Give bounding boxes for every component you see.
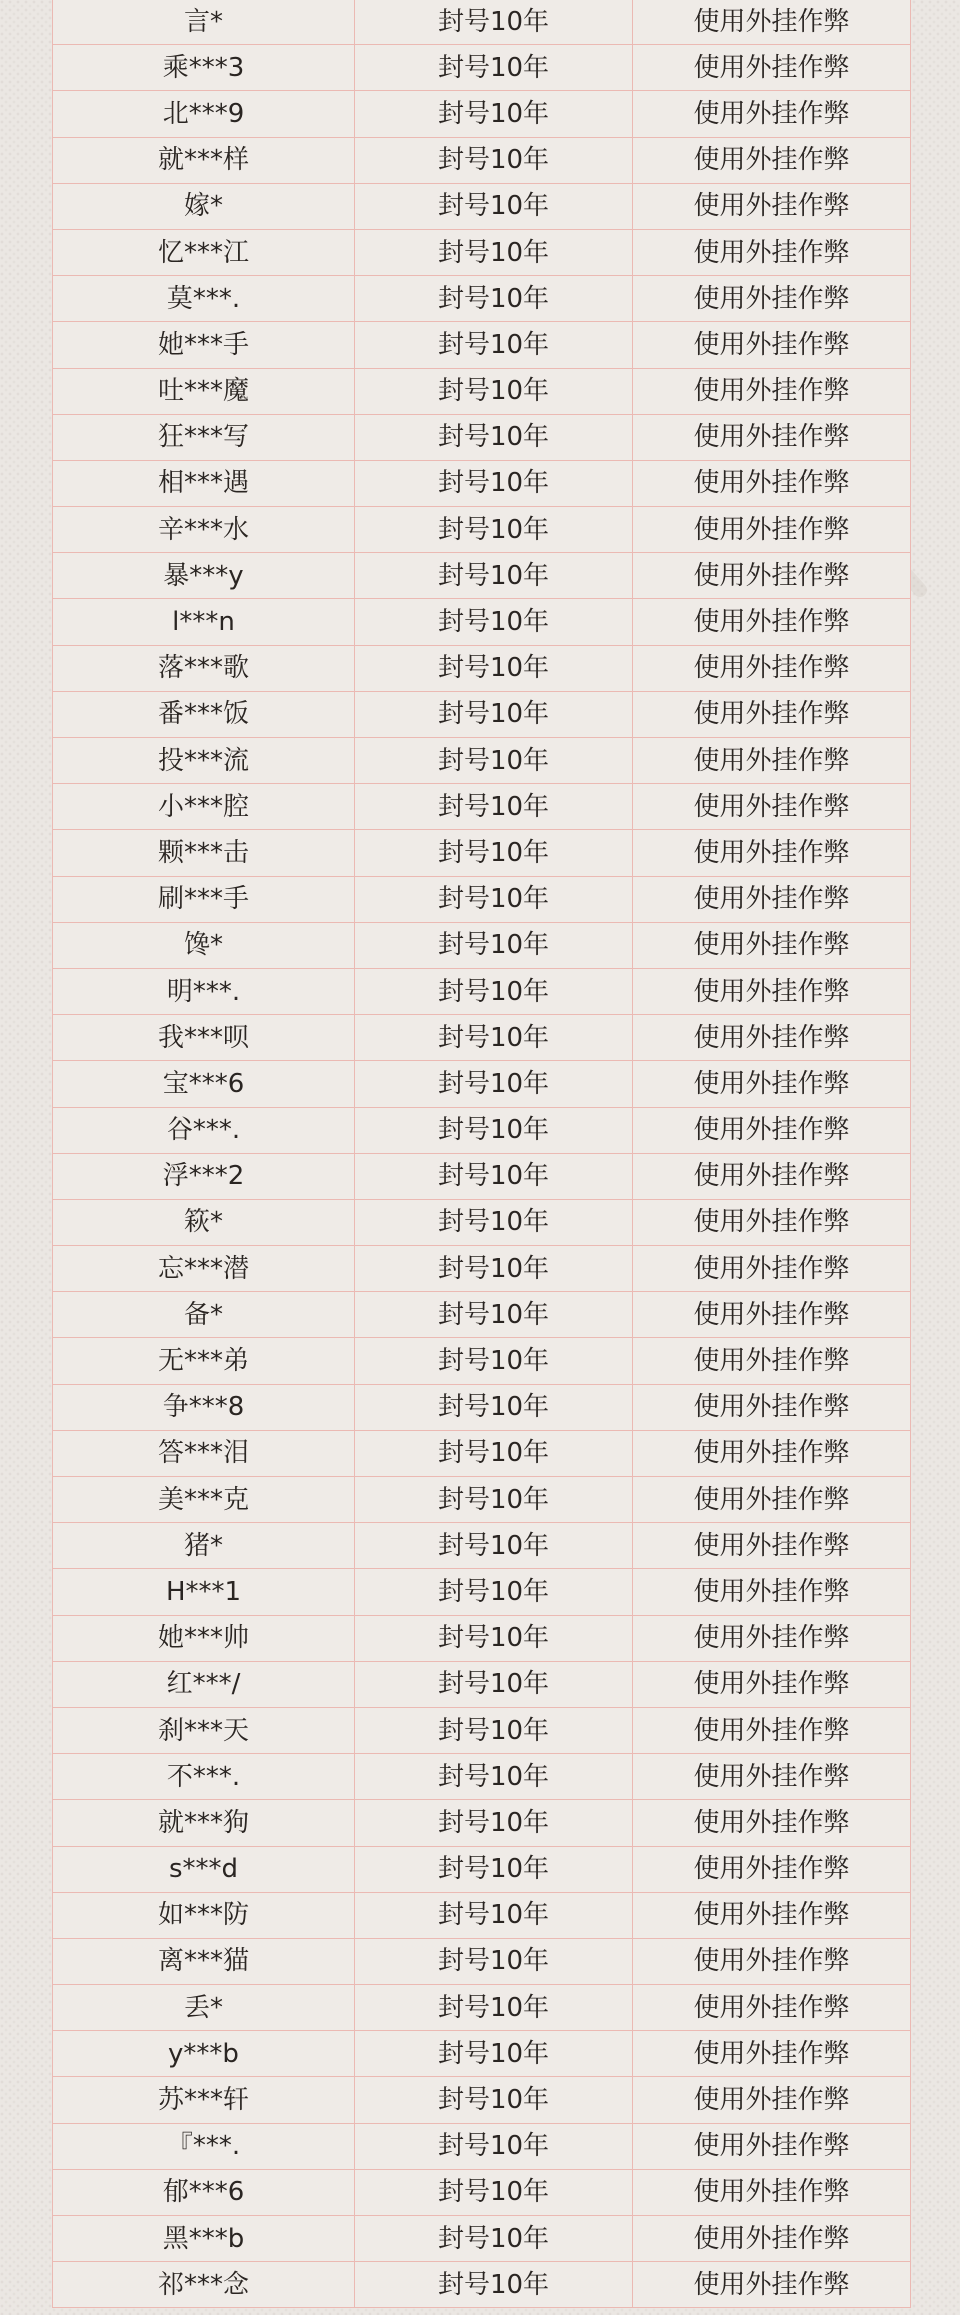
reason-cell: 使用外挂作弊 — [633, 1707, 911, 1753]
ban-list-table — [52, 0, 911, 2308]
table-row — [53, 1800, 911, 1846]
punishment-cell: 封号10年 — [355, 91, 633, 137]
player-name-cell: 争***8 — [53, 1384, 355, 1430]
player-name-cell: 我***呗 — [53, 1015, 355, 1061]
reason-cell: 使用外挂作弊 — [633, 414, 911, 460]
punishment-cell: 封号10年 — [355, 0, 633, 45]
punishment-cell: 封号10年 — [355, 414, 633, 460]
player-name-cell: 忘***潜 — [53, 1246, 355, 1292]
reason-cell: 使用外挂作弊 — [633, 276, 911, 322]
reason-cell: 使用外挂作弊 — [633, 1985, 911, 2031]
reason-cell: 使用外挂作弊 — [633, 1523, 911, 1569]
reason-cell: 使用外挂作弊 — [633, 507, 911, 553]
table-row — [53, 1754, 911, 1800]
table-row — [53, 738, 911, 784]
table-row — [53, 507, 911, 553]
punishment-cell: 封号10年 — [355, 1199, 633, 1245]
player-name-cell: 无***弟 — [53, 1338, 355, 1384]
table-row — [53, 1846, 911, 1892]
punishment-cell: 封号10年 — [355, 1015, 633, 1061]
reason-cell: 使用外挂作弊 — [633, 0, 911, 45]
reason-cell: 使用外挂作弊 — [633, 1199, 911, 1245]
table-row — [53, 1569, 911, 1615]
punishment-cell: 封号10年 — [355, 1061, 633, 1107]
table-row — [53, 1938, 911, 1984]
reason-cell: 使用外挂作弊 — [633, 1615, 911, 1661]
player-name-cell: s***d — [53, 1846, 355, 1892]
ban-list-body — [53, 0, 911, 2308]
punishment-cell: 封号10年 — [355, 45, 633, 91]
reason-cell: 使用外挂作弊 — [633, 2123, 911, 2169]
table-row — [53, 1015, 911, 1061]
player-name-cell: 北***9 — [53, 91, 355, 137]
punishment-cell: 封号10年 — [355, 183, 633, 229]
table-row — [53, 1292, 911, 1338]
table-row — [53, 1477, 911, 1523]
punishment-cell: 封号10年 — [355, 276, 633, 322]
reason-cell: 使用外挂作弊 — [633, 876, 911, 922]
punishment-cell: 封号10年 — [355, 876, 633, 922]
player-name-cell: 浮***2 — [53, 1153, 355, 1199]
punishment-cell: 封号10年 — [355, 1477, 633, 1523]
table-row — [53, 2031, 911, 2077]
reason-cell: 使用外挂作弊 — [633, 1384, 911, 1430]
player-name-cell: 明***. — [53, 968, 355, 1014]
player-name-cell: 她***手 — [53, 322, 355, 368]
player-name-cell: 小***腔 — [53, 784, 355, 830]
punishment-cell: 封号10年 — [355, 1985, 633, 2031]
reason-cell: 使用外挂作弊 — [633, 1569, 911, 1615]
table-row — [53, 229, 911, 275]
punishment-cell: 封号10年 — [355, 784, 633, 830]
reason-cell: 使用外挂作弊 — [633, 1153, 911, 1199]
punishment-cell: 封号10年 — [355, 599, 633, 645]
player-name-cell: 投***流 — [53, 738, 355, 784]
punishment-cell: 封号10年 — [355, 1800, 633, 1846]
punishment-cell: 封号10年 — [355, 1754, 633, 1800]
player-name-cell: 答***泪 — [53, 1430, 355, 1476]
punishment-cell: 封号10年 — [355, 460, 633, 506]
player-name-cell: 忆***江 — [53, 229, 355, 275]
player-name-cell: 不***. — [53, 1754, 355, 1800]
table-row — [53, 1430, 911, 1476]
punishment-cell: 封号10年 — [355, 691, 633, 737]
player-name-cell: 美***克 — [53, 1477, 355, 1523]
table-row — [53, 784, 911, 830]
table-row — [53, 1615, 911, 1661]
player-name-cell: 就***狗 — [53, 1800, 355, 1846]
player-name-cell: 丢* — [53, 1985, 355, 2031]
reason-cell: 使用外挂作弊 — [633, 553, 911, 599]
player-name-cell: H***1 — [53, 1569, 355, 1615]
reason-cell: 使用外挂作弊 — [633, 183, 911, 229]
player-name-cell: 黑***b — [53, 2216, 355, 2262]
reason-cell: 使用外挂作弊 — [633, 1800, 911, 1846]
player-name-cell: y***b — [53, 2031, 355, 2077]
punishment-cell: 封号10年 — [355, 1523, 633, 1569]
table-row — [53, 1153, 911, 1199]
table-row — [53, 1061, 911, 1107]
reason-cell: 使用外挂作弊 — [633, 45, 911, 91]
table-row — [53, 2216, 911, 2262]
punishment-cell: 封号10年 — [355, 1938, 633, 1984]
table-row — [53, 553, 911, 599]
punishment-cell: 封号10年 — [355, 830, 633, 876]
punishment-cell: 封号10年 — [355, 322, 633, 368]
table-row — [53, 1661, 911, 1707]
table-row — [53, 137, 911, 183]
player-name-cell: 备* — [53, 1292, 355, 1338]
punishment-cell: 封号10年 — [355, 1292, 633, 1338]
reason-cell: 使用外挂作弊 — [633, 368, 911, 414]
player-name-cell: 篍* — [53, 1199, 355, 1245]
reason-cell: 使用外挂作弊 — [633, 1246, 911, 1292]
punishment-cell: 封号10年 — [355, 507, 633, 553]
table-row — [53, 645, 911, 691]
punishment-cell: 封号10年 — [355, 553, 633, 599]
reason-cell: 使用外挂作弊 — [633, 738, 911, 784]
reason-cell: 使用外挂作弊 — [633, 2169, 911, 2215]
reason-cell: 使用外挂作弊 — [633, 922, 911, 968]
table-row — [53, 1246, 911, 1292]
table-row — [53, 2077, 911, 2123]
player-name-cell: 落***歌 — [53, 645, 355, 691]
reason-cell: 使用外挂作弊 — [633, 1107, 911, 1153]
reason-cell: 使用外挂作弊 — [633, 645, 911, 691]
reason-cell: 使用外挂作弊 — [633, 1661, 911, 1707]
table-row — [53, 0, 911, 45]
table-row — [53, 1107, 911, 1153]
player-name-cell: 就***样 — [53, 137, 355, 183]
punishment-cell: 封号10年 — [355, 1384, 633, 1430]
punishment-cell: 封号10年 — [355, 968, 633, 1014]
punishment-cell: 封号10年 — [355, 2169, 633, 2215]
reason-cell: 使用外挂作弊 — [633, 91, 911, 137]
punishment-cell: 封号10年 — [355, 1107, 633, 1153]
punishment-cell: 封号10年 — [355, 1846, 633, 1892]
reason-cell: 使用外挂作弊 — [633, 1015, 911, 1061]
reason-cell: 使用外挂作弊 — [633, 1892, 911, 1938]
table-row — [53, 91, 911, 137]
reason-cell: 使用外挂作弊 — [633, 691, 911, 737]
punishment-cell: 封号10年 — [355, 1338, 633, 1384]
punishment-cell: 封号10年 — [355, 2262, 633, 2308]
punishment-cell: 封号10年 — [355, 922, 633, 968]
reason-cell: 使用外挂作弊 — [633, 229, 911, 275]
table-row — [53, 183, 911, 229]
reason-cell: 使用外挂作弊 — [633, 830, 911, 876]
player-name-cell: 宝***6 — [53, 1061, 355, 1107]
reason-cell: 使用外挂作弊 — [633, 137, 911, 183]
reason-cell: 使用外挂作弊 — [633, 2077, 911, 2123]
reason-cell: 使用外挂作弊 — [633, 2216, 911, 2262]
punishment-cell: 封号10年 — [355, 1615, 633, 1661]
punishment-cell: 封号10年 — [355, 1707, 633, 1753]
table-row — [53, 1199, 911, 1245]
table-row — [53, 922, 911, 968]
player-name-cell: 番***饭 — [53, 691, 355, 737]
punishment-cell: 封号10年 — [355, 1153, 633, 1199]
punishment-cell: 封号10年 — [355, 1246, 633, 1292]
punishment-cell: 封号10年 — [355, 368, 633, 414]
player-name-cell: 祁***念 — [53, 2262, 355, 2308]
player-name-cell: 乘***3 — [53, 45, 355, 91]
player-name-cell: 馋* — [53, 922, 355, 968]
table-row — [53, 1523, 911, 1569]
table-row — [53, 2262, 911, 2308]
player-name-cell: 嫁* — [53, 183, 355, 229]
reason-cell: 使用外挂作弊 — [633, 1477, 911, 1523]
table-row — [53, 1892, 911, 1938]
player-name-cell: 离***猫 — [53, 1938, 355, 1984]
punishment-cell: 封号10年 — [355, 1569, 633, 1615]
punishment-cell: 封号10年 — [355, 2216, 633, 2262]
reason-cell: 使用外挂作弊 — [633, 1938, 911, 1984]
punishment-cell: 封号10年 — [355, 229, 633, 275]
reason-cell: 使用外挂作弊 — [633, 1846, 911, 1892]
table-row — [53, 2123, 911, 2169]
player-name-cell: 辛***水 — [53, 507, 355, 553]
player-name-cell: 如***防 — [53, 1892, 355, 1938]
punishment-cell: 封号10年 — [355, 1430, 633, 1476]
player-name-cell: 莫***. — [53, 276, 355, 322]
reason-cell: 使用外挂作弊 — [633, 1754, 911, 1800]
player-name-cell: 『***. — [53, 2123, 355, 2169]
player-name-cell: 言* — [53, 0, 355, 45]
table-row — [53, 830, 911, 876]
player-name-cell: 刷***手 — [53, 876, 355, 922]
table-row — [53, 45, 911, 91]
punishment-cell: 封号10年 — [355, 645, 633, 691]
punishment-cell: 封号10年 — [355, 137, 633, 183]
player-name-cell: 吐***魔 — [53, 368, 355, 414]
punishment-cell: 封号10年 — [355, 1892, 633, 1938]
reason-cell: 使用外挂作弊 — [633, 784, 911, 830]
player-name-cell: l***n — [53, 599, 355, 645]
player-name-cell: 相***遇 — [53, 460, 355, 506]
player-name-cell: 她***帅 — [53, 1615, 355, 1661]
reason-cell: 使用外挂作弊 — [633, 2262, 911, 2308]
player-name-cell: 苏***轩 — [53, 2077, 355, 2123]
player-name-cell: 猪* — [53, 1523, 355, 1569]
ban-list-table-container — [52, 0, 910, 2308]
player-name-cell: 暴***y — [53, 553, 355, 599]
reason-cell: 使用外挂作弊 — [633, 1338, 911, 1384]
player-name-cell: 颗***击 — [53, 830, 355, 876]
table-row — [53, 1985, 911, 2031]
player-name-cell: 谷***. — [53, 1107, 355, 1153]
table-row — [53, 276, 911, 322]
player-name-cell: 狂***写 — [53, 414, 355, 460]
table-row — [53, 1338, 911, 1384]
table-row — [53, 876, 911, 922]
reason-cell: 使用外挂作弊 — [633, 599, 911, 645]
table-row — [53, 599, 911, 645]
reason-cell: 使用外挂作弊 — [633, 1061, 911, 1107]
reason-cell: 使用外挂作弊 — [633, 1292, 911, 1338]
table-row — [53, 368, 911, 414]
table-row — [53, 691, 911, 737]
table-row — [53, 2169, 911, 2215]
reason-cell: 使用外挂作弊 — [633, 2031, 911, 2077]
player-name-cell: 郁***6 — [53, 2169, 355, 2215]
table-row — [53, 460, 911, 506]
punishment-cell: 封号10年 — [355, 1661, 633, 1707]
reason-cell: 使用外挂作弊 — [633, 1430, 911, 1476]
reason-cell: 使用外挂作弊 — [633, 968, 911, 1014]
table-row — [53, 1384, 911, 1430]
punishment-cell: 封号10年 — [355, 2077, 633, 2123]
punishment-cell: 封号10年 — [355, 738, 633, 784]
table-row — [53, 414, 911, 460]
reason-cell: 使用外挂作弊 — [633, 322, 911, 368]
player-name-cell: 刹***天 — [53, 1707, 355, 1753]
punishment-cell: 封号10年 — [355, 2031, 633, 2077]
table-row — [53, 322, 911, 368]
reason-cell: 使用外挂作弊 — [633, 460, 911, 506]
punishment-cell: 封号10年 — [355, 2123, 633, 2169]
table-row — [53, 1707, 911, 1753]
player-name-cell: 红***/ — [53, 1661, 355, 1707]
table-row — [53, 968, 911, 1014]
